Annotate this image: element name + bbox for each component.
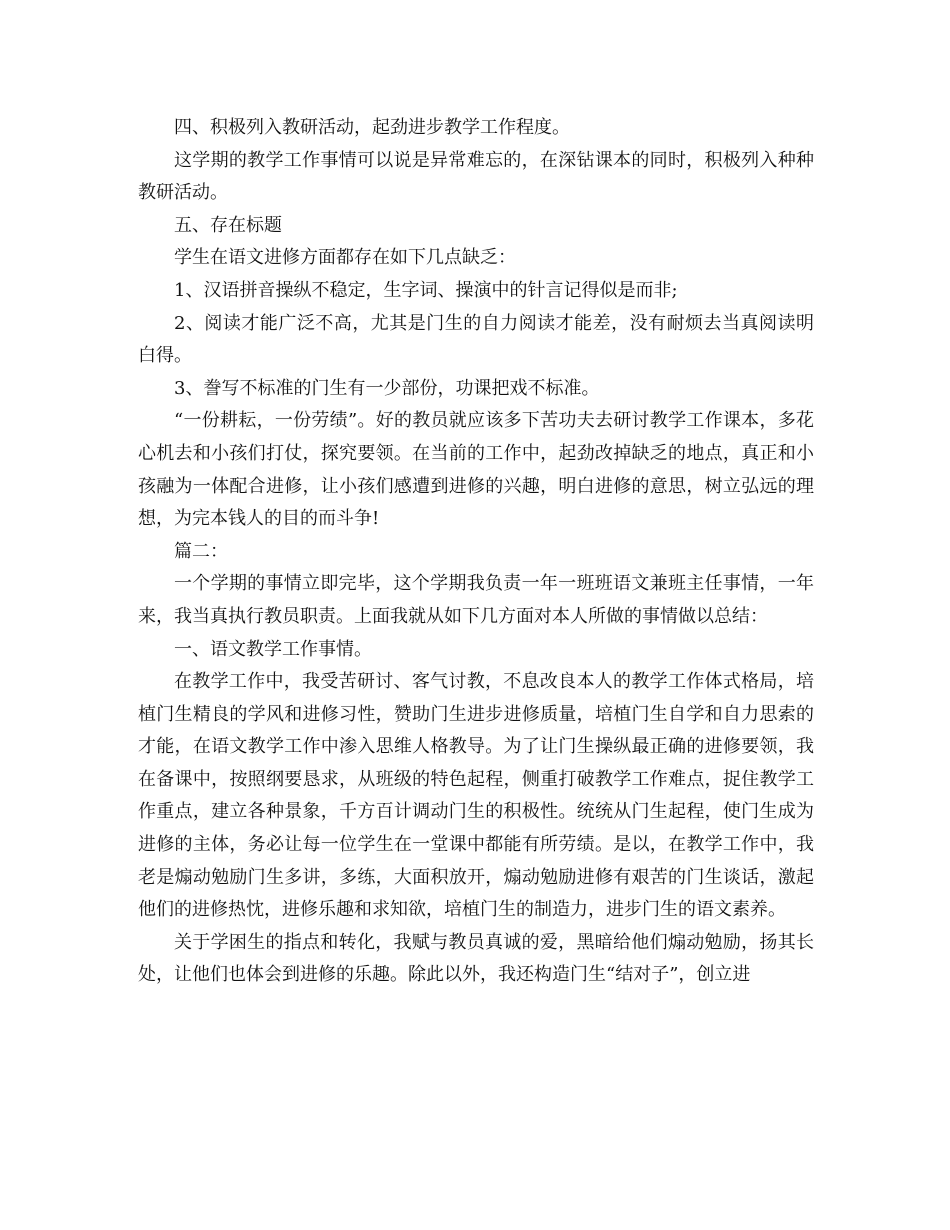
- paragraph-11: 一、语文教学工作事情。: [174, 638, 372, 660]
- paragraph-9: 篇二：: [174, 540, 228, 562]
- paragraph-4: 学生在语文进修方面都存在如下几点缺乏：: [174, 247, 516, 269]
- paragraph-8: “一份耕耘，一份劳绩”。好的教员就应该多下苦功夫去研讨教学工作课本，多花心机去和小孩们打仗，探究要领。在当前的工作中，起劲改掉缺乏的地点，真正和小孩融为一体配合进修，让小孩们感遭到进修的兴趣，明白进修的意思，树立弘远的理想，为完本钱人的目的而斗争!: [138, 410, 814, 530]
- paragraph-3: 五、存在标题: [174, 214, 282, 236]
- paragraph-10: 一个学期的事情立即完毕，这个学期我负责一年一班班语文兼班主任事情，一年来，我当真执行教员职责。上面我就从如下几方面对本人所做的事情做以总结：: [138, 573, 814, 627]
- paragraph-2: 这学期的教学工作事情可以说是异常难忘的，在深钻课本的同时，积极列入种种教研活动。: [138, 149, 814, 204]
- paragraph-1: 四、积极列入教研活动，起劲进步教学工作程度。: [174, 117, 570, 138]
- paragraph-5: 1、汉语拼音操纵不稳定，生字词、操演中的针言记得似是而非;: [174, 279, 678, 301]
- paragraph-13: 关于学困生的指点和转化，我赋与教员真诚的爱，黑暗给他们煽动勉励，扬其长处，让他们也体会到进修的乐趣。除此以外，我还构造门生“结对子”，创立进: [138, 931, 814, 986]
- paragraph-6: 2、阅读才能广泛不高，尤其是门生的自力阅读才能差，没有耐烦去当真阅读明白得。: [138, 312, 814, 367]
- document-body: [138, 112, 814, 992]
- paragraph-12: 在教学工作中，我受苦研讨、客气讨教，不息改良本人的教学工作体式格局，培植门生精良的学风和进修习性，赞助门生进步进修质量，培植门生自学和自力思索的才能，在语文教学工作中渗入思维人格教导。为了让门生操纵最正确的进修要领，我在备课中，按照纲要恳求，从班级的特色起程，侧重打破教学工作难点，捉住教学工作重点，建立各种景象，千方百计调动门生的积极性。统统从门生起程，使门生成为进修的主体，务必让每一位学生在一堂课中都能有所劳绩。是以，在教学工作中，我老是煽动勉励门生多讲，多练，大面积放开，煽动勉励进修有艰苦的门生谈话，激起他们的进修热忱，进修乐趣和求知欲，培植门生的制造力，进步门生的语文素养。: [138, 671, 814, 921]
- paragraph-7: 3、誊写不标准的门生有一少部份，功课把戏不标准。: [174, 377, 600, 399]
